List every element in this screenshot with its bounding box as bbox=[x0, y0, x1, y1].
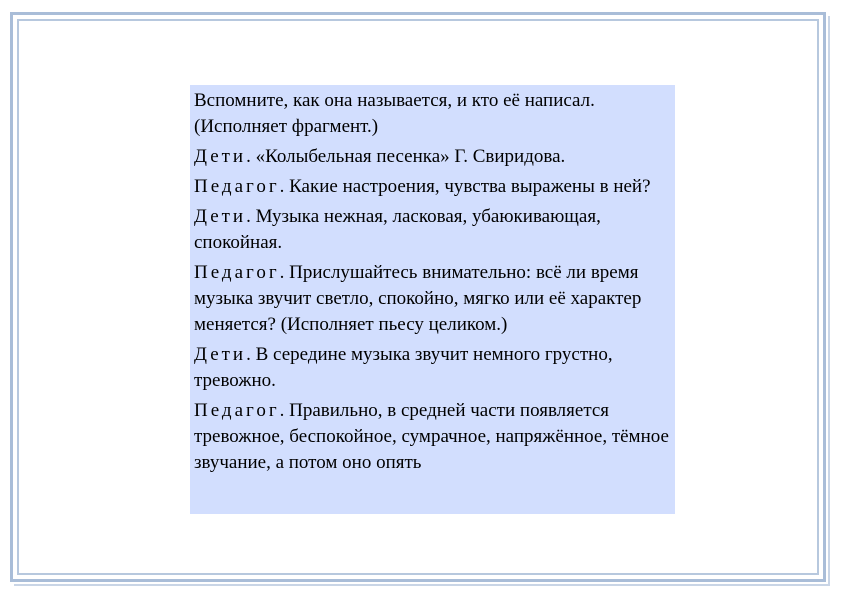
paragraph bbox=[194, 260, 671, 338]
paragraph bbox=[194, 342, 671, 394]
speaker-label: Педагог bbox=[194, 262, 280, 283]
paragraph bbox=[194, 88, 671, 140]
paragraph bbox=[194, 174, 671, 200]
paragraph-text: . Какие настроения, чувства выражены в ней? bbox=[279, 176, 651, 197]
paragraph bbox=[194, 398, 671, 476]
paragraph-text: . Музыка нежная, ласковая, убаюкивающая, спокойная. bbox=[194, 206, 601, 253]
speaker-label: Педагог bbox=[194, 176, 280, 197]
speaker-label: Дети bbox=[194, 146, 247, 167]
dialogue-text-block bbox=[190, 85, 675, 514]
paragraph-text: . «Колыбельная песенка» Г. Свиридова. bbox=[246, 146, 566, 167]
paragraph-text: . Правильно, в средней части появляется тревожное, беспокойное, сумрачное, напряжённое, тёмное звучание, а потом оно опять bbox=[194, 400, 669, 473]
paragraph-text: . Прислушайтесь внимательно: всё ли время музыка звучит светло, спокойно, мягко или её характер меняется? (Исполняет пьесу целиком.) bbox=[194, 262, 642, 335]
paragraph bbox=[194, 204, 671, 256]
paragraph-text: . В середине музыка звучит немного грустно, тревожно. bbox=[194, 344, 613, 391]
paragraph-text: Вспомните, как она называется, и кто её написал. (Исполняет фрагмент.) bbox=[194, 90, 595, 137]
speaker-label: Дети bbox=[194, 344, 247, 365]
speaker-label: Педагог bbox=[194, 400, 280, 421]
paragraph bbox=[194, 144, 671, 170]
speaker-label: Дети bbox=[194, 206, 247, 227]
